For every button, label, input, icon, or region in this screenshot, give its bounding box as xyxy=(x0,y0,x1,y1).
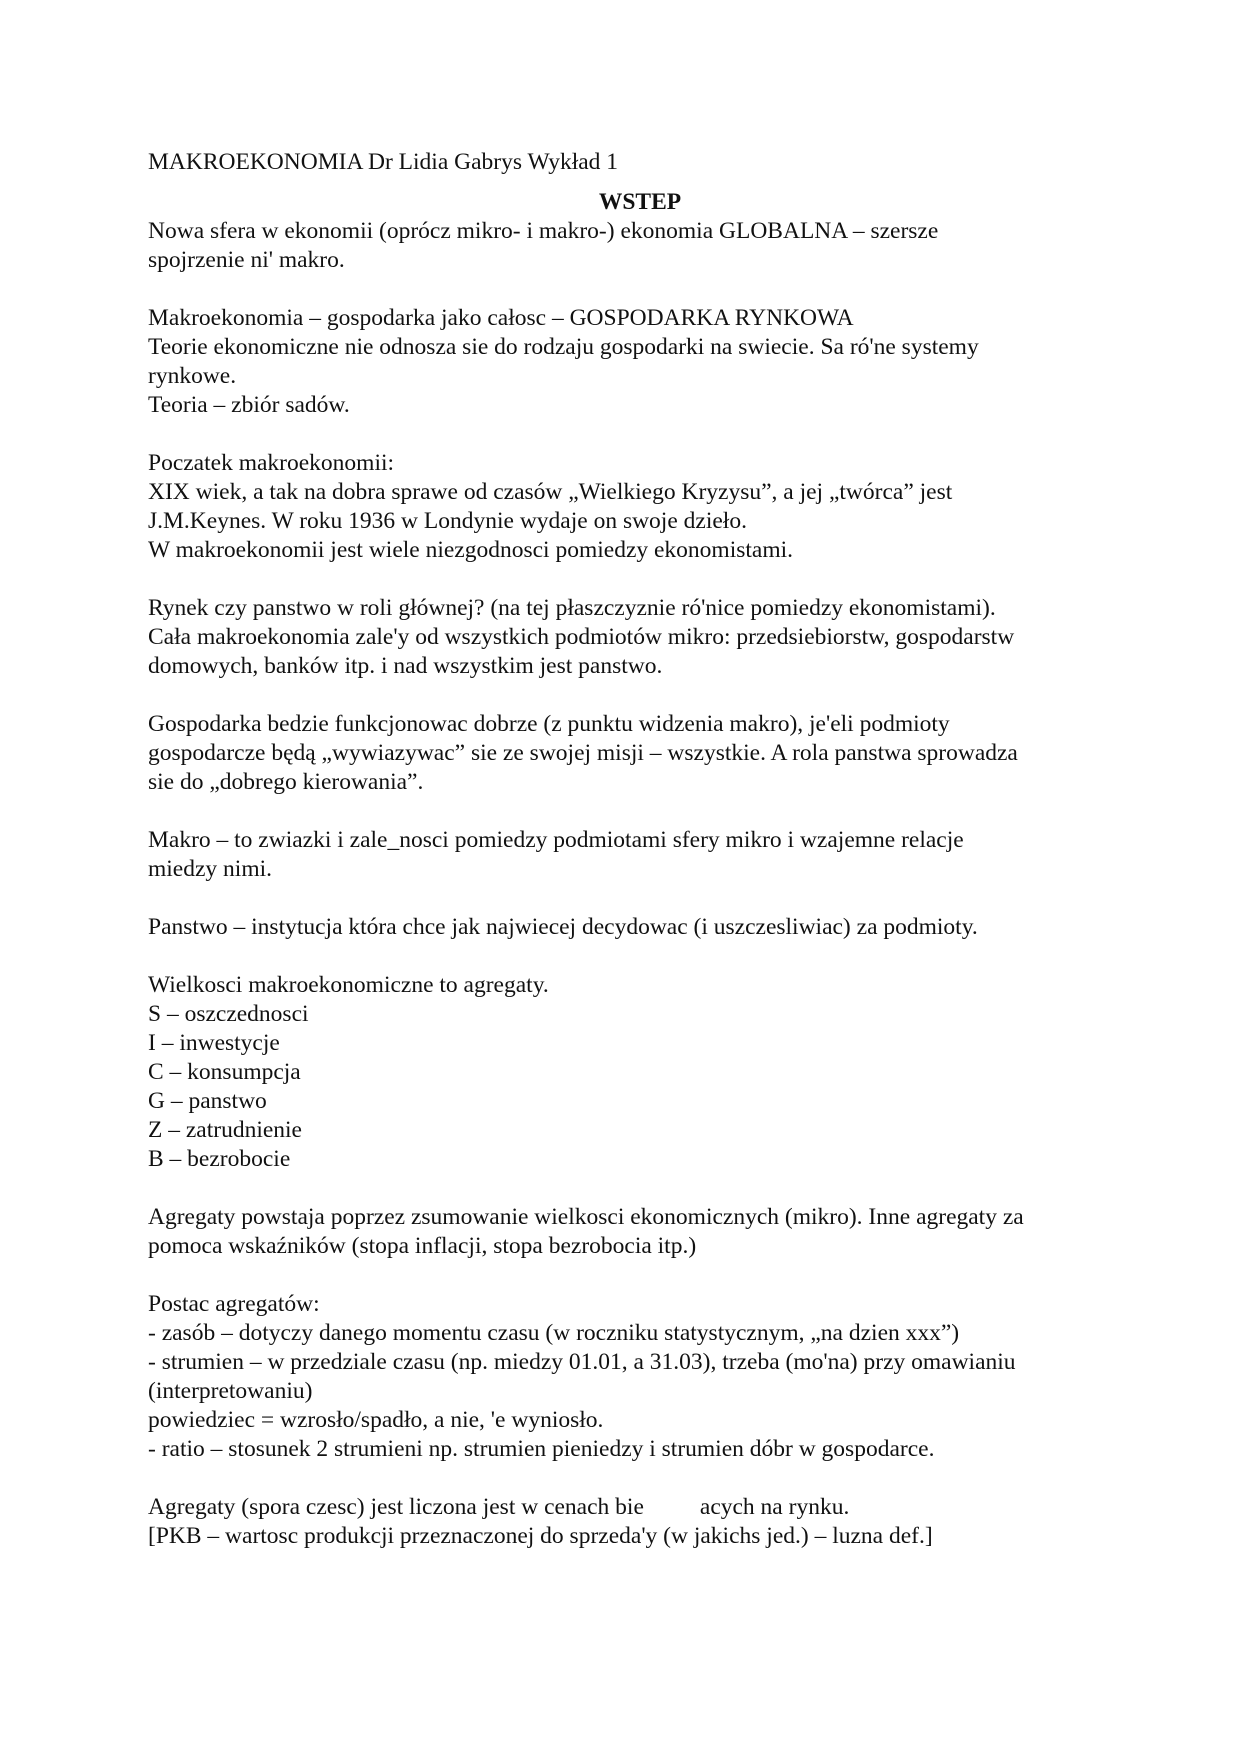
paragraph-6 xyxy=(148,826,1108,884)
text-line: Teoria – zbiór sadów. xyxy=(148,392,350,418)
text-line: W makroekonomii jest wiele niezgodnosci pomiedzy ekonomistami. xyxy=(148,537,794,563)
text-line: XIX wiek, a tak na dobra sprawe od czasów „Wielkiego Kryzysu”, a jej „twórca” jest xyxy=(148,479,953,505)
paragraph-7 xyxy=(148,913,1108,942)
text-line: Agregaty powstaja poprzez zsumowanie wielkosci ekonomicznych (mikro). Inne agregaty za xyxy=(148,1204,1024,1230)
text-line: miedzy nimi. xyxy=(148,856,273,882)
paragraph-11 xyxy=(148,1493,1108,1551)
paragraph-3 xyxy=(148,449,1108,565)
text-line: Makroekonomia – gospodarka jako całosc – GOSPODARKA RYNKOWA xyxy=(148,305,854,331)
paragraph-9 xyxy=(148,1203,1108,1261)
text-line: rynkowe. xyxy=(148,363,237,389)
text-line: J.M.Keynes. W roku 1936 w Londynie wydaje on swoje dzieło. xyxy=(148,508,747,534)
document-page xyxy=(148,148,1108,1551)
text-line: domowych, banków itp. i nad wszystkim jest panstwo. xyxy=(148,653,663,679)
text-line: Gospodarka bedzie funkcjonowac dobrze (z punktu widzenia makro), je'eli podmioty xyxy=(148,711,950,737)
text-line: Wielkosci makroekonomiczne to agregaty. xyxy=(148,972,549,998)
text-line: Nowa sfera w ekonomii (oprócz mikro- i makro-) ekonomia GLOBALNA – szersze xyxy=(148,218,939,244)
text-fragment: acych na rynku. xyxy=(699,1494,850,1520)
paragraph-1 xyxy=(148,217,1108,275)
paragraph-8 xyxy=(148,971,1108,1174)
text-line: sie do „dobrego kierowania”. xyxy=(148,769,424,795)
text-line: - ratio – stosunek 2 strumieni np. strumien pieniedzy i strumien dóbr w gospodarce. xyxy=(148,1436,935,1462)
document-header: MAKROEKONOMIA Dr Lidia Gabrys Wykład 1 xyxy=(148,149,619,175)
text-line: pomoca wskaźników (stopa inflacji, stopa bezrobocia itp.) xyxy=(148,1233,697,1259)
aggregate-item-z: Z – zatrudnienie xyxy=(148,1117,302,1143)
text-line: powiedziec = wzrosło/spadło, a nie, 'e wyniosło. xyxy=(148,1407,604,1433)
aggregate-item-b: B – bezrobocie xyxy=(148,1146,291,1172)
text-line: (interpretowaniu) xyxy=(148,1378,313,1404)
paragraph-4 xyxy=(148,594,1108,681)
paragraph-2 xyxy=(148,304,1108,420)
paragraph-10 xyxy=(148,1290,1108,1464)
text-line: Cała makroekonomia zale'y od wszystkich podmiotów mikro: przedsiebiorstw, gospodarstw xyxy=(148,624,1015,650)
aggregate-item-c: C – konsumpcja xyxy=(148,1059,301,1085)
aggregate-item-s: S – oszczednosci xyxy=(148,1001,309,1027)
text-line: - strumien – w przedziale czasu (np. miedzy 01.01, a 31.03), trzeba (mo'na) przy omawianiu xyxy=(148,1349,1016,1375)
aggregate-item-g: G – panstwo xyxy=(148,1088,267,1114)
aggregate-item-i: I – inwestycje xyxy=(148,1030,280,1056)
text-line: [PKB – wartosc produkcji przeznaczonej do sprzeda'y (w jakichs jed.) – luzna def.] xyxy=(148,1523,933,1549)
paragraph-5 xyxy=(148,710,1108,797)
text-line: Makro – to zwiazki i zale_nosci pomiedzy podmiotami sfery mikro i wzajemne relacje xyxy=(148,827,964,853)
section-heading: WSTEP xyxy=(598,189,682,215)
text-line: Rynek czy panstwo w roli głównej? (na tej płaszczyznie ró'nice pomiedzy ekonomistami). xyxy=(148,595,996,621)
text-line: Postac agregatów: xyxy=(148,1291,320,1317)
text-line xyxy=(148,1493,1108,1522)
text-line: Teorie ekonomiczne nie odnosza sie do rodzaju gospodarki na swiecie. Sa ró'ne systemy xyxy=(148,334,979,360)
text-line: Poczatek makroekonomii: xyxy=(148,450,395,476)
text-line: gospodarcze będą „wywiazywac” sie ze swojej misji – wszystkie. A rola panstwa sprowadza xyxy=(148,740,1018,766)
text-fragment: Agregaty (spora czesc) jest liczona jest w cenach bie xyxy=(148,1494,644,1520)
text-line: - zasób – dotyczy danego momentu czasu (w roczniku statystycznym, „na dzien xxx”) xyxy=(148,1320,960,1346)
text-line: Panstwo – instytucja która chce jak najwiecej decydowac (i uszczesliwiac) za podmioty. xyxy=(148,914,978,940)
text-line: spojrzenie ni' makro. xyxy=(148,247,345,273)
